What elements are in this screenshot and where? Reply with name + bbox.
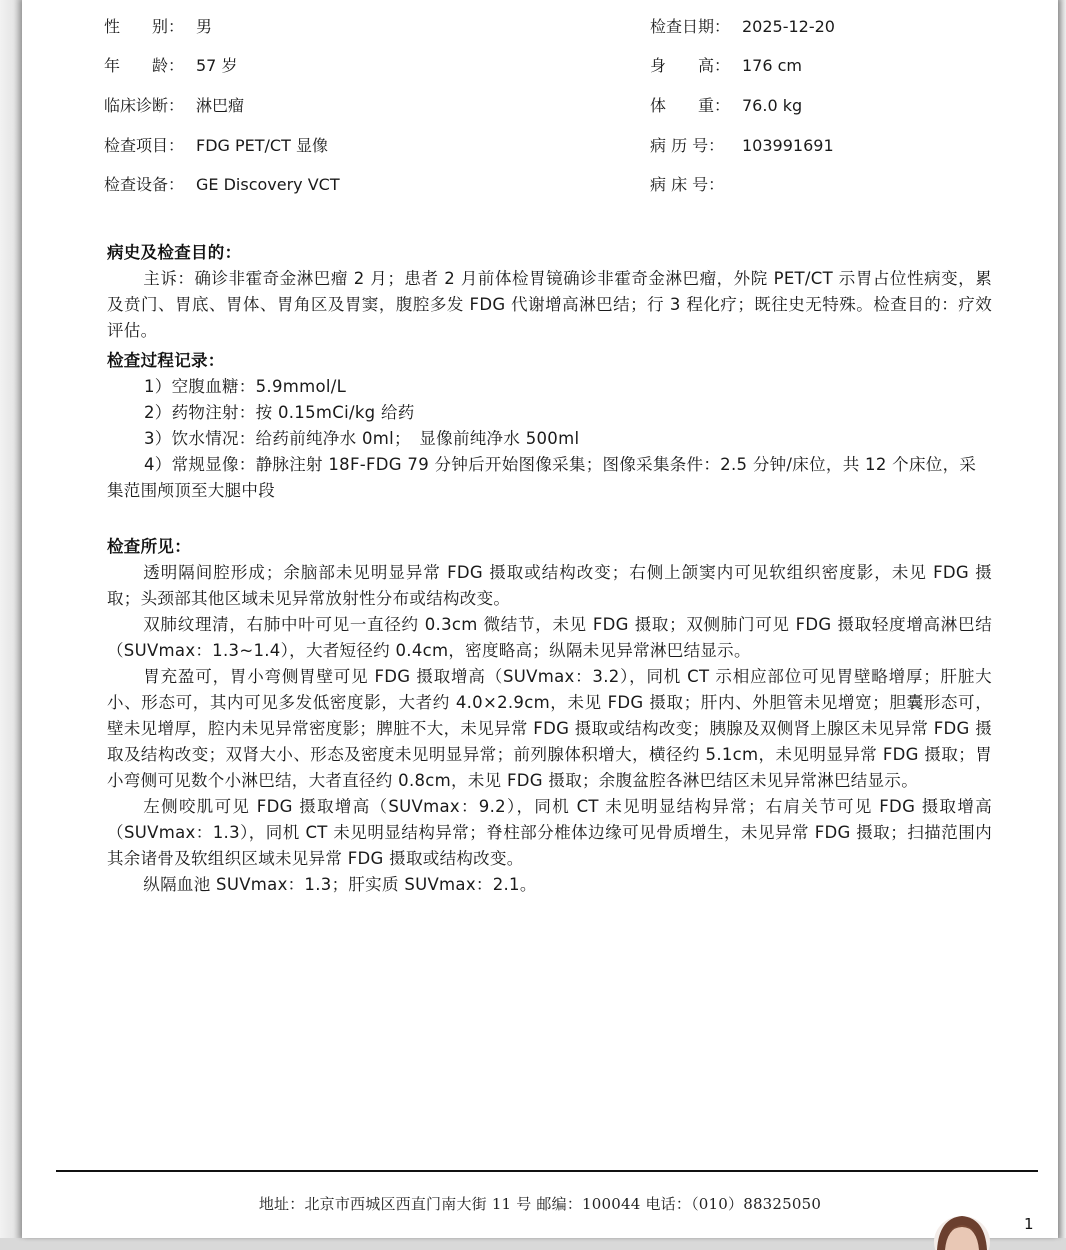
findings-title: 检查所见： bbox=[107, 537, 191, 556]
footer-address: 地址：北京市西城区西直门南大街 11 号 邮编：100044 电话：（010）88325050 bbox=[258, 1195, 822, 1213]
info-value: GE Discovery VCT bbox=[196, 175, 340, 194]
info-label: 检查项目： bbox=[104, 136, 185, 155]
info-label: 病 历 号： bbox=[650, 136, 725, 155]
info-value: 176 cm bbox=[742, 56, 803, 75]
info-value: 76.0 kg bbox=[742, 96, 803, 115]
findings-paragraph: 透明隔间腔形成；余脑部未见明显异常 FDG 摄取或结构改变；右侧上颌窦内可见软组织密度影，未见 FDG 摄取；头颈部其他区域未见异常放射性分布或结构改变。 bbox=[107, 563, 992, 608]
info-value: 淋巴瘤 bbox=[196, 96, 245, 115]
procedure-item: 2）药物注射：按 0.15mCi/kg 给药 bbox=[144, 403, 415, 422]
info-value: 57 岁 bbox=[196, 56, 238, 75]
info-record-number bbox=[650, 136, 834, 156]
page-number: 1 bbox=[1024, 1215, 1034, 1233]
findings-paragraph: 左侧咬肌可见 FDG 摄取增高（SUVmax：9.2），同机 CT 未见明显结构异常；右肩关节可见 FDG 摄取增高（SUVmax：1.3），同机 CT 未见明显结构异常；脊柱部分椎体边缘可见骨质增生，未见异常 FDG 摄取；扫描范围内其余诸骨及软组织区域未见异常 FDG 摄取或结构改变。 bbox=[107, 797, 992, 868]
findings-section bbox=[107, 534, 992, 898]
history-section bbox=[107, 240, 992, 344]
info-label: 身 高： bbox=[650, 56, 731, 75]
info-label: 检查日期： bbox=[650, 17, 731, 36]
info-bed-number bbox=[650, 175, 742, 195]
info-weight bbox=[650, 96, 802, 116]
viewer-left-margin bbox=[0, 0, 22, 1238]
info-value: FDG PET/CT 显像 bbox=[196, 136, 328, 155]
report-page bbox=[22, 0, 1058, 1238]
info-age bbox=[104, 56, 237, 76]
info-value: 103991691 bbox=[742, 136, 834, 155]
history-title: 病史及检查目的： bbox=[107, 243, 242, 262]
info-value: 男 bbox=[196, 17, 213, 36]
info-label: 临床诊断： bbox=[104, 96, 185, 115]
findings-paragraph: 双肺纹理清，右肺中叶可见一直径约 0.3cm 微结节，未见 FDG 摄取；双侧肺门可见 FDG 摄取轻度增高淋巴结（SUVmax：1.3~1.4），大者短径约 0.4cm，密度略高；纵隔未见异常淋巴结显示。 bbox=[107, 615, 992, 660]
info-gender bbox=[104, 17, 212, 37]
info-exam-item bbox=[104, 136, 328, 156]
info-exam-device bbox=[104, 175, 340, 195]
info-label: 检查设备： bbox=[104, 175, 185, 194]
info-label: 体 重： bbox=[650, 96, 731, 115]
info-height bbox=[650, 56, 802, 76]
findings-paragraph: 纵隔血池 SUVmax：1.3；肝实质 SUVmax：2.1。 bbox=[143, 875, 537, 894]
info-diagnosis bbox=[104, 96, 244, 116]
procedure-item: 1）空腹血糖：5.9mmol/L bbox=[144, 377, 347, 396]
history-text: 主诉：确诊非霍奇金淋巴瘤 2 月；患者 2 月前体检胃镜确诊非霍奇金淋巴瘤，外院 PET/CT 示胃占位性病变，累及贲门、胃底、胃体、胃角区及胃窦，腹腔多发 FDG 代谢增高淋巴结；行 3 程化疗；既往史无特殊。检查目的：疗效评估。 bbox=[107, 269, 992, 340]
info-label: 性 别： bbox=[104, 17, 185, 36]
info-label: 病 床 号： bbox=[650, 175, 725, 194]
info-value: 2025-12-20 bbox=[742, 17, 835, 36]
findings-paragraph: 胃充盈可，胃小弯侧胃壁可见 FDG 摄取增高（SUVmax：3.2），同机 CT 示相应部位可见胃壁略增厚；肝脏大小、形态可，其内可见多发低密度影，大者约 4.0×2.9cm，未见 FDG 摄取；肝内、外胆管未见增宽；胆囊形态可，壁未见增厚，腔内未见异常密度影；脾脏不大，未见异常 FDG 摄取或结构改变；胰腺及双侧肾上腺区未见异常 FDG 摄取及结构改变；双肾大小、形态及密度未见明显异常；前列腺体积增大，横径约 5.1cm，未见明显异常 FDG 摄取；胃小弯侧可见数个小淋巴结，大者直径约 0.8cm，未见 FDG 摄取；余腹盆腔各淋巴结区未见异常淋巴结显示。 bbox=[107, 667, 992, 790]
procedure-title: 检查过程记录： bbox=[107, 351, 225, 370]
assistant-avatar-icon[interactable] bbox=[927, 1210, 997, 1250]
info-label: 年 龄： bbox=[104, 56, 185, 75]
info-exam-date bbox=[650, 17, 835, 37]
footer-divider bbox=[56, 1170, 1038, 1172]
procedure-section bbox=[107, 348, 992, 504]
procedure-item: 4）常规显像：静脉注射 18F-FDG 79 分钟后开始图像采集；图像采集条件：2.5 分钟/床位，共 12 个床位，采集范围颅顶至大腿中段 bbox=[107, 455, 977, 500]
procedure-item: 3）饮水情况：给药前纯净水 0ml； 显像前纯净水 500ml bbox=[144, 429, 580, 448]
viewer-scrollbar[interactable] bbox=[1058, 0, 1066, 1238]
